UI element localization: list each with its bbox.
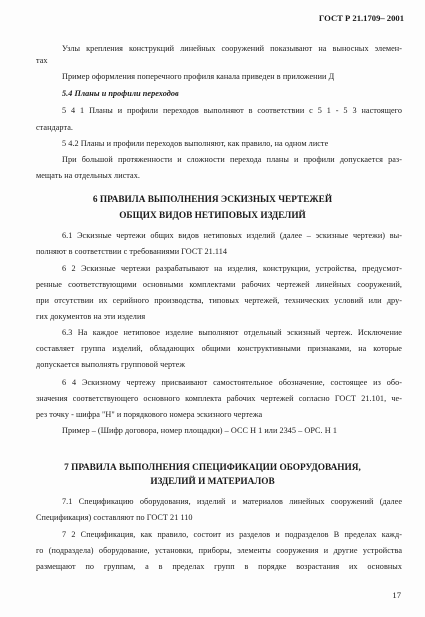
text-line: размещают по группам, а в пределах групп в порядке возрастания их основных [36,562,402,571]
text-line: допускается выполнять групповой чертеж [36,360,186,369]
standard-header: ГОСТ Р 21.1709– 2001 [318,13,404,23]
text-line: 6 4 Эскизному чертежу присваивают самостоятельное обозначение, состоящее из обо- [62,378,402,387]
section-6-title-line2: ОБЩИХ ВИДОВ НЕТИПОВЫХ ИЗДЕЛИЙ [119,211,306,221]
text-line: Спецификация) составляют по ГОСТ 21 110 [36,513,193,522]
text-line: Узлы крепления конструкций линейных сооружений показывают на выносных элемен- [62,44,402,53]
text-line: 5 4.2 Планы и профили переходов выполняют, как правило, на одном листе [62,139,329,148]
text-line: 5 4 1 Планы и профили переходов выполняют в соответствии с 5 1 - 5 3 настоящего [62,106,402,115]
text-line: значения соответствующего основного комплекта рабочих чертежей согласно ГОСТ 21.101, че- [36,394,402,403]
text-line: 6 2 Эскизные чертежи разрабатывают на изделия, конструкции, устройства, предусмот- [62,264,402,273]
text-line: гих документов на эти изделия [36,312,146,321]
text-line: При большой протяженности и сложности перехода планы и профили допускается раз- [62,155,402,164]
section-6-title-line1: 6 ПРАВИЛА ВЫПОЛНЕНИЯ ЭСКИЗНЫХ ЧЕРТЕЖЕЙ [92,195,333,205]
text-line: полняют в соответствии с требованиями ГОСТ 21.114 [36,247,228,256]
text-line: мещать на отдельных листах. [36,171,140,180]
text-line: го (подраздела) оборудование, установки, приборы, элементы сооружения и другие устройства [36,546,402,555]
text-line: тах [36,56,48,65]
text-line: составляет группа изделий, обладающих общими конструктивными признаками, на которые [36,344,402,353]
text-line: Пример оформления поперечного профиля канала приведен в приложении Д [62,72,335,81]
text-line: рез точку - шифра "Н" и порядкового номера эскизного чертежа [36,410,263,419]
text-line: 6.1 Эскизные чертежи общих видов нетиповых изделий (далее – эскизные чертежи) вы- [62,231,402,240]
section-7-title-line1: 7 ПРАВИЛА ВЫПОЛНЕНИЯ СПЕЦИФИКАЦИИ ОБОРУДОВАНИЯ, [64,463,361,473]
text-line: 6.3 На каждое нетиповое изделие выполняют отдельный эскизный чертеж. Исключение [62,328,402,337]
section-7-title-line2: ИЗДЕЛИЙ И МАТЕРИАЛОВ [150,477,275,487]
text-line: ренные соответствующими основными комплектами рабочих чертежей линейных сооружений, [36,280,402,289]
text-line: стандарта. [36,123,73,132]
text-line: при отсутствии их серийного производства, типовых чертежей, технических условий или дру- [36,296,402,305]
subsection-heading: 5.4 Планы и профили переходов [62,89,179,98]
text-line: 7 2 Спецификация, как правило, состоит из разделов и подразделов В пределах кажд- [62,530,402,539]
text-line: 7.1 Спецификацию оборудования, изделий и материалов линейных сооружений (далее [62,497,402,506]
page-number: 17 [392,590,401,600]
example-line: Пример – (Шифр договора, номер площадки) – ОСС Н 1 или 2345 – ОРС. Н 1 [62,426,337,435]
